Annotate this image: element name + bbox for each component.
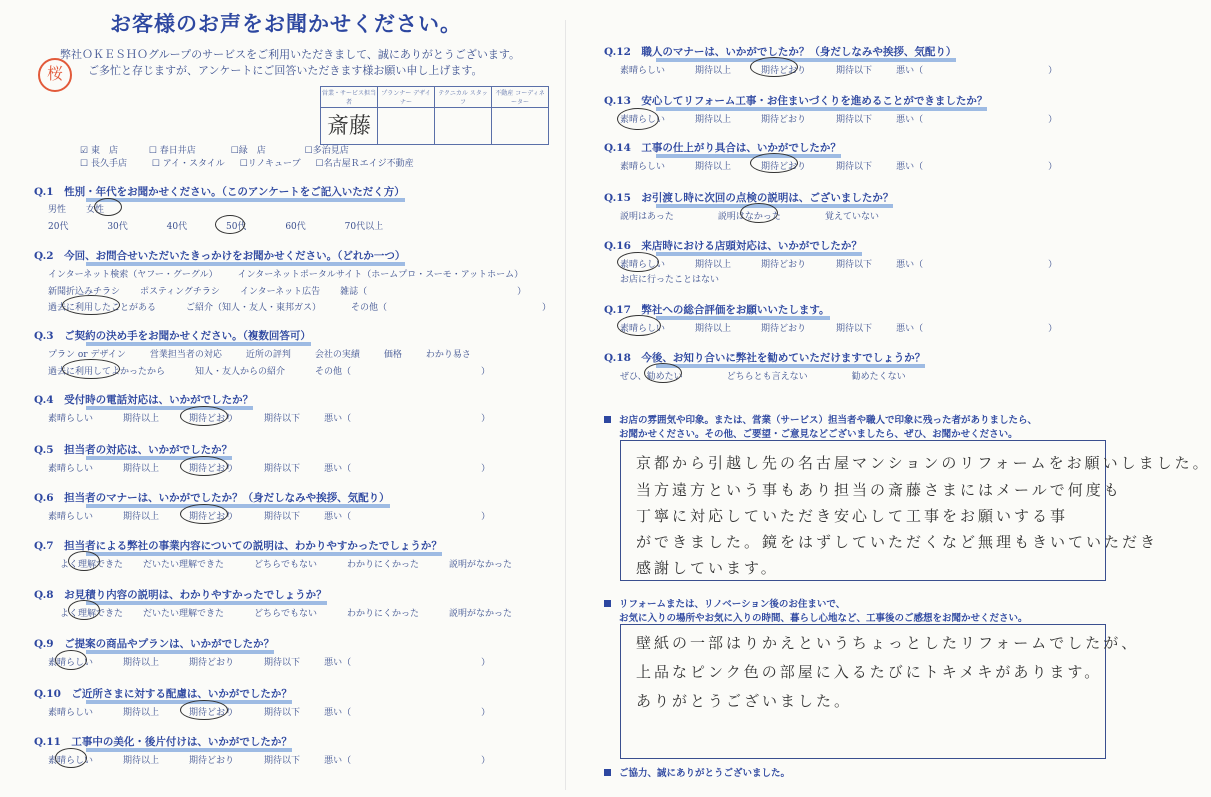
scale-opt[interactable]: 説明がなかった: [448, 560, 512, 570]
handwritten-line: ありがとうございました。: [636, 692, 853, 710]
scale-opt[interactable]: 素晴らしい: [620, 66, 666, 76]
q18-title: Q.18 今後、お知り合いに弊社を勧めていただけますでしょうか？: [604, 350, 925, 365]
q18-opt[interactable]: どちらとも言えない: [726, 372, 808, 382]
answer-circle: [180, 406, 228, 426]
store-row-2: [80, 156, 414, 169]
scale-opt[interactable]: 期待どおり: [189, 658, 235, 668]
intro-line-1: 弊社ＯＫＥＳＨＯグループのサービスをご利用いただきまして、誠にありがとうございます。: [60, 48, 521, 61]
section2-prompt-2: お気に入りの場所やお気に入りの時間、暮らし心地など、工事後のご感想をお聞かせください。: [619, 613, 1028, 624]
checkbox[interactable]: ☐: [304, 146, 313, 156]
scale-opt[interactable]: 期待以上: [695, 162, 732, 172]
scale-opt[interactable]: 期待以上: [123, 414, 160, 424]
store-label: 春日井店: [159, 146, 196, 156]
checkbox[interactable]: ☐: [80, 159, 89, 169]
scale-opt[interactable]: 期待どおり: [761, 66, 807, 76]
scale-opt[interactable]: 悪い（: [324, 708, 352, 718]
scale-opt[interactable]: 悪い（: [896, 66, 924, 76]
checkbox[interactable]: ☐: [230, 146, 239, 156]
q1-age[interactable]: 70代以上: [344, 222, 384, 232]
checkbox[interactable]: ☐: [151, 159, 160, 169]
answer-circle: [750, 153, 798, 173]
store-label: 名古屋Ｒエイジ不動産: [323, 159, 414, 169]
scale-opt[interactable]: 期待以下: [264, 756, 301, 766]
q12-scale: [620, 63, 1057, 76]
staff-header: 不動産 コーディネーター: [492, 87, 549, 108]
q16-title: Q.16 来店時における店頭対応は、いかがでしたか？: [604, 238, 862, 253]
q7-title: Q.7 担当者による弊社の事業内容についての説明は、わかりやすかったでしょうか？: [34, 538, 442, 553]
scale-opt[interactable]: 説明がなかった: [448, 609, 512, 619]
handwritten-line: ができました。鏡をはずしていただくなど無理もきいていただき: [636, 533, 1159, 551]
scale-bracket: ）: [481, 756, 491, 766]
q1-opt[interactable]: 女性: [86, 205, 105, 215]
staff-cell: [435, 108, 492, 145]
handwritten-line: 丁寧に対応していただき安心して工事をお願いする事: [636, 507, 1069, 525]
q7-scale: [60, 557, 512, 570]
scale-opt[interactable]: 期待どおり: [761, 162, 807, 172]
scale-opt[interactable]: 素晴らしい: [48, 464, 94, 474]
q6-scale: [48, 509, 490, 522]
staff-signature: 斎藤: [326, 114, 371, 139]
handwritten-line: 感謝しています。: [636, 559, 779, 577]
q11-scale: [48, 753, 490, 766]
staff-table: [320, 86, 549, 145]
store-label: 長久手店: [90, 159, 127, 169]
scale-opt[interactable]: 期待以上: [123, 658, 160, 668]
handwritten-line: 当方遠方という事もあり担当の斎藤さまにはメールで何度も: [636, 481, 1122, 499]
q13-title: Q.13 安心してリフォーム工事・お住まいづくりを進めることができましたか？: [604, 93, 987, 108]
scale-bracket: ）: [1048, 260, 1058, 270]
q6-title: Q.6 担当者のマナーは、いかがでしたか？（身だしなみや挨拶、気配り）: [34, 490, 390, 505]
scale-opt[interactable]: 素晴らしい: [620, 162, 666, 172]
store-label: リノキューブ: [247, 159, 301, 169]
q15-title: Q.15 お引渡し時に次回の点検の説明は、ございましたか？: [604, 190, 893, 205]
scale-opt[interactable]: 素晴らしい: [620, 115, 666, 125]
scale-opt[interactable]: 素晴らしい: [620, 324, 666, 334]
q11-title: Q.11 工事中の美化・後片付けは、いかがでしたか？: [34, 734, 292, 749]
scale-opt[interactable]: 期待どおり: [761, 324, 807, 334]
staff-signature-cell: [321, 108, 378, 145]
q10-title: Q.10 ご近所さまに対する配慮は、いかがでしたか？: [34, 686, 292, 701]
q1-age[interactable]: 20代: [48, 222, 69, 232]
answer-circle: [617, 252, 659, 272]
answer-circle: [180, 700, 228, 720]
answer-circle: [215, 215, 245, 234]
scale-opt[interactable]: わかりにくかった: [346, 609, 419, 619]
q1-age[interactable]: 60代: [285, 222, 306, 232]
scale-opt[interactable]: 素晴らしい: [48, 708, 94, 718]
scale-bracket: ）: [1048, 324, 1058, 334]
scale-bracket: ）: [481, 414, 491, 424]
q14-title: Q.14 工事の仕上がり具合は、いかがでしたか？: [604, 140, 841, 155]
answer-circle: [750, 57, 798, 77]
q2-opt[interactable]: その他（: [351, 303, 388, 313]
scale-opt[interactable]: 期待以下: [264, 464, 301, 474]
scale-opt[interactable]: 悪い（: [324, 464, 352, 474]
q4-scale: [48, 411, 490, 424]
q10-scale: [48, 705, 490, 718]
checkbox[interactable]: ☐: [148, 146, 157, 156]
scale-opt[interactable]: 悪い（: [896, 260, 924, 270]
q8-title: Q.8 お見積り内容の説明は、わかりやすかったでしょうか？: [34, 587, 327, 602]
q2-opt[interactable]: ご紹介（知人・友人・東邦ガス）: [186, 303, 322, 313]
scale-opt[interactable]: 期待以上: [123, 464, 160, 474]
page-title: お客様のお声をお聞かせください。: [110, 11, 462, 36]
scale-opt[interactable]: 期待どおり: [761, 260, 807, 270]
scale-opt[interactable]: 悪い（: [896, 324, 924, 334]
scale-opt[interactable]: 期待以上: [695, 115, 732, 125]
scale-opt[interactable]: 悪い（: [324, 658, 352, 668]
scale-opt[interactable]: 素晴らしい: [48, 512, 94, 522]
q2-opt[interactable]: 雑誌（: [340, 287, 368, 297]
q8-scale: [60, 606, 512, 619]
scale-opt[interactable]: だいたい理解できた: [143, 609, 225, 619]
q3-opt[interactable]: 知人・友人からの紹介: [195, 367, 286, 377]
answer-circle: [68, 600, 100, 620]
q1-title: Q.1 性別・年代をお聞かせください。（このアンケートをご記入いただく方）: [34, 184, 405, 199]
q12-title: Q.12 職人のマナーは、いかがでしたか？（身だしなみや挨拶、気配り）: [604, 44, 956, 59]
scale-opt[interactable]: 素晴らしい: [48, 756, 94, 766]
company-seal: 桜: [38, 58, 72, 92]
scale-bracket: ）: [481, 464, 491, 474]
store-row-1: [80, 143, 349, 156]
store-label: アイ・スタイル: [162, 159, 225, 169]
q5-title: Q.5 担当者の対応は、いかがでしたか？: [34, 442, 232, 457]
answer-circle: [617, 315, 661, 336]
scale-opt[interactable]: 期待以上: [695, 324, 732, 334]
checkbox[interactable]: ☐: [315, 159, 324, 169]
intro-line-2: ご多忙と存じますが、アンケートにご回答いただきます様お願い申し上げます。: [88, 64, 483, 77]
scale-opt[interactable]: 素晴らしい: [48, 658, 94, 668]
scale-opt[interactable]: 素晴らしい: [620, 260, 666, 270]
bullet-square-icon: [604, 600, 611, 607]
scale-bracket: ）: [481, 512, 491, 522]
scale-bracket: ）: [1048, 162, 1058, 172]
answer-circle: [55, 650, 87, 670]
scale-opt[interactable]: 期待以上: [123, 708, 160, 718]
scale-opt[interactable]: 期待どおり: [189, 464, 235, 474]
scale-opt[interactable]: 期待どおり: [189, 756, 235, 766]
staff-cell: [378, 108, 435, 145]
bullet-square-icon: [604, 769, 611, 776]
scale-opt[interactable]: 期待以下: [836, 115, 873, 125]
answer-circle: [740, 203, 778, 223]
handwritten-line: 京都から引越し先の名古屋マンションのリフォームをお願いしました。: [636, 454, 1211, 472]
q3-opt[interactable]: わかり易さ: [425, 350, 471, 360]
scale-opt[interactable]: 悪い（: [324, 512, 352, 522]
section1-prompt-2: お聞かせください。その他、ご要望・ご意見などございましたら、ぜひ、お聞かせください。: [619, 429, 1018, 440]
q16-scale: [620, 257, 1057, 270]
q1-age[interactable]: 40代: [166, 222, 188, 232]
section1-prompt-1: お店の雰囲気や印象。または、営業（サービス）担当者や職人で印象に残った者がありましたら、: [604, 412, 1037, 426]
q18-opt[interactable]: 勧めたくない: [851, 372, 906, 382]
q3-opt[interactable]: プラン or デザイン: [48, 350, 126, 360]
scale-opt[interactable]: よく理解できた: [60, 560, 124, 570]
q17-title: Q.17 弊社への総合評価をお願いいたします。: [604, 302, 830, 317]
q4-title: Q.4 受付時の電話対応は、いかがでしたか？: [34, 392, 253, 407]
checkbox-checked[interactable]: ☑: [80, 146, 89, 156]
scale-opt[interactable]: 期待どおり: [189, 708, 235, 718]
scale-opt[interactable]: 期待以下: [264, 708, 301, 718]
q16-extra[interactable]: お店に行ったことはない: [620, 275, 720, 285]
q14-scale: [620, 159, 1057, 172]
handwritten-line: 上品なピンク色の部屋に入るたびにトキメキがあります。: [636, 663, 1103, 681]
store-label: 緑 店: [238, 146, 266, 156]
q3-opt[interactable]: 会社の実績: [314, 350, 360, 360]
scale-opt[interactable]: 期待以下: [264, 658, 301, 668]
q9-scale: [48, 655, 490, 668]
answer-circle: [68, 551, 100, 571]
q15-opt[interactable]: 覚えていない: [824, 212, 879, 222]
scale-opt[interactable]: どちらでもない: [254, 609, 317, 619]
scale-opt[interactable]: 悪い（: [324, 414, 352, 424]
q2-opt[interactable]: 過去に利用したことがある: [48, 303, 157, 313]
q2-opt[interactable]: ポスティングチラシ: [140, 287, 220, 297]
q2-title: Q.2 今回、お問合せいただいたきっかけをお聞かせください。（どれか一つ）: [34, 248, 405, 263]
q1-age[interactable]: 50代: [225, 222, 247, 232]
answer-circle: [62, 295, 120, 315]
q2-opt[interactable]: インターネットポータルサイト（ホームプロ・スーモ・アットホーム）: [237, 270, 524, 280]
scale-opt[interactable]: 期待以下: [836, 66, 873, 76]
answer-circle: [94, 198, 122, 216]
scale-bracket: ）: [481, 658, 491, 668]
q5-scale: [48, 461, 490, 474]
scale-opt[interactable]: わかりにくかった: [346, 560, 419, 570]
scale-opt[interactable]: 悪い（: [896, 115, 924, 125]
q2-bracket: ）: [517, 287, 527, 297]
scale-opt[interactable]: 期待以上: [695, 260, 732, 270]
scale-opt[interactable]: 悪い（: [896, 162, 924, 172]
scale-opt[interactable]: 期待以下: [264, 414, 301, 424]
scale-opt[interactable]: 期待以下: [836, 260, 873, 270]
answer-circle: [180, 456, 228, 476]
q2-opt[interactable]: 新聞折込みチラシ: [48, 287, 121, 297]
scale-opt[interactable]: 悪い（: [324, 756, 352, 766]
scale-opt[interactable]: だいたい理解できた: [143, 560, 225, 570]
q3-opt[interactable]: その他（: [315, 367, 352, 377]
scale-opt[interactable]: 期待以下: [836, 324, 873, 334]
staff-header: 営業・サービス担当者: [321, 87, 378, 108]
q3-title: Q.3 ご契約の決め手をお聞かせください。（複数回答可）: [34, 328, 311, 343]
q3-opt[interactable]: 過去に利用してよかったから: [48, 367, 166, 377]
answer-circle: [62, 359, 120, 379]
q9-title: Q.9 ご提案の商品やプランは、いかがでしたか？: [34, 636, 274, 651]
scale-opt[interactable]: 期待どおり: [761, 115, 807, 125]
q3-bracket: ）: [481, 367, 491, 377]
scale-opt[interactable]: 期待以上: [123, 756, 160, 766]
scale-opt[interactable]: 期待以下: [836, 162, 873, 172]
scale-bracket: ）: [1048, 115, 1058, 125]
store-label: 東 店: [90, 146, 118, 156]
store-label: 多治見店: [312, 146, 349, 156]
handwritten-line: 壁紙の一部はりかえというちょっとしたリフォームでしたが、: [636, 634, 1140, 652]
q3-opt[interactable]: 価格: [383, 350, 402, 360]
staff-cell: [492, 108, 549, 145]
staff-header: テクニカル スタッフ: [435, 87, 492, 108]
answer-circle: [180, 504, 228, 524]
closing-note: ご協力、誠にありがとうございました。: [604, 765, 790, 779]
scale-bracket: ）: [481, 708, 491, 718]
page-divider: [565, 20, 566, 790]
q2-opt[interactable]: インターネット広告: [239, 287, 321, 297]
answer-circle: [55, 748, 87, 768]
q15-opt[interactable]: 説明はなかった: [717, 212, 781, 222]
q3-opt[interactable]: 近所の評判: [245, 350, 291, 360]
bullet-square-icon: [604, 416, 611, 423]
q2-bracket: ）: [542, 303, 552, 313]
scale-opt[interactable]: 期待以上: [123, 512, 160, 522]
section2-prompt-1: リフォームまたは、リノベーション後のお住まいで、: [604, 596, 845, 610]
scale-bracket: ）: [1048, 66, 1058, 76]
scale-opt[interactable]: どちらでもない: [254, 560, 317, 570]
q2-opt[interactable]: インターネット検索（ヤフー・グーグル）: [48, 270, 218, 280]
q18-opt[interactable]: ぜひ、勧めたい: [620, 372, 683, 382]
checkbox[interactable]: ☐: [239, 159, 248, 169]
staff-header: プランナー デザイナー: [378, 87, 435, 108]
q15-opt[interactable]: 説明はあった: [620, 212, 674, 222]
q1-opt[interactable]: 男性: [48, 205, 67, 215]
q1-age[interactable]: 30代: [107, 222, 128, 232]
scale-opt[interactable]: よく理解できた: [60, 609, 124, 619]
scale-opt[interactable]: 期待どおり: [189, 414, 235, 424]
answer-circle: [644, 363, 682, 383]
answer-circle: [617, 108, 659, 130]
scale-opt[interactable]: 期待どおり: [189, 512, 235, 522]
scale-opt[interactable]: 期待以上: [695, 66, 732, 76]
q3-opt[interactable]: 営業担当者の対応: [149, 350, 222, 360]
q13-scale: [620, 112, 1057, 125]
scale-opt[interactable]: 素晴らしい: [48, 414, 94, 424]
q17-scale: [620, 321, 1057, 334]
scale-opt[interactable]: 期待以下: [264, 512, 301, 522]
